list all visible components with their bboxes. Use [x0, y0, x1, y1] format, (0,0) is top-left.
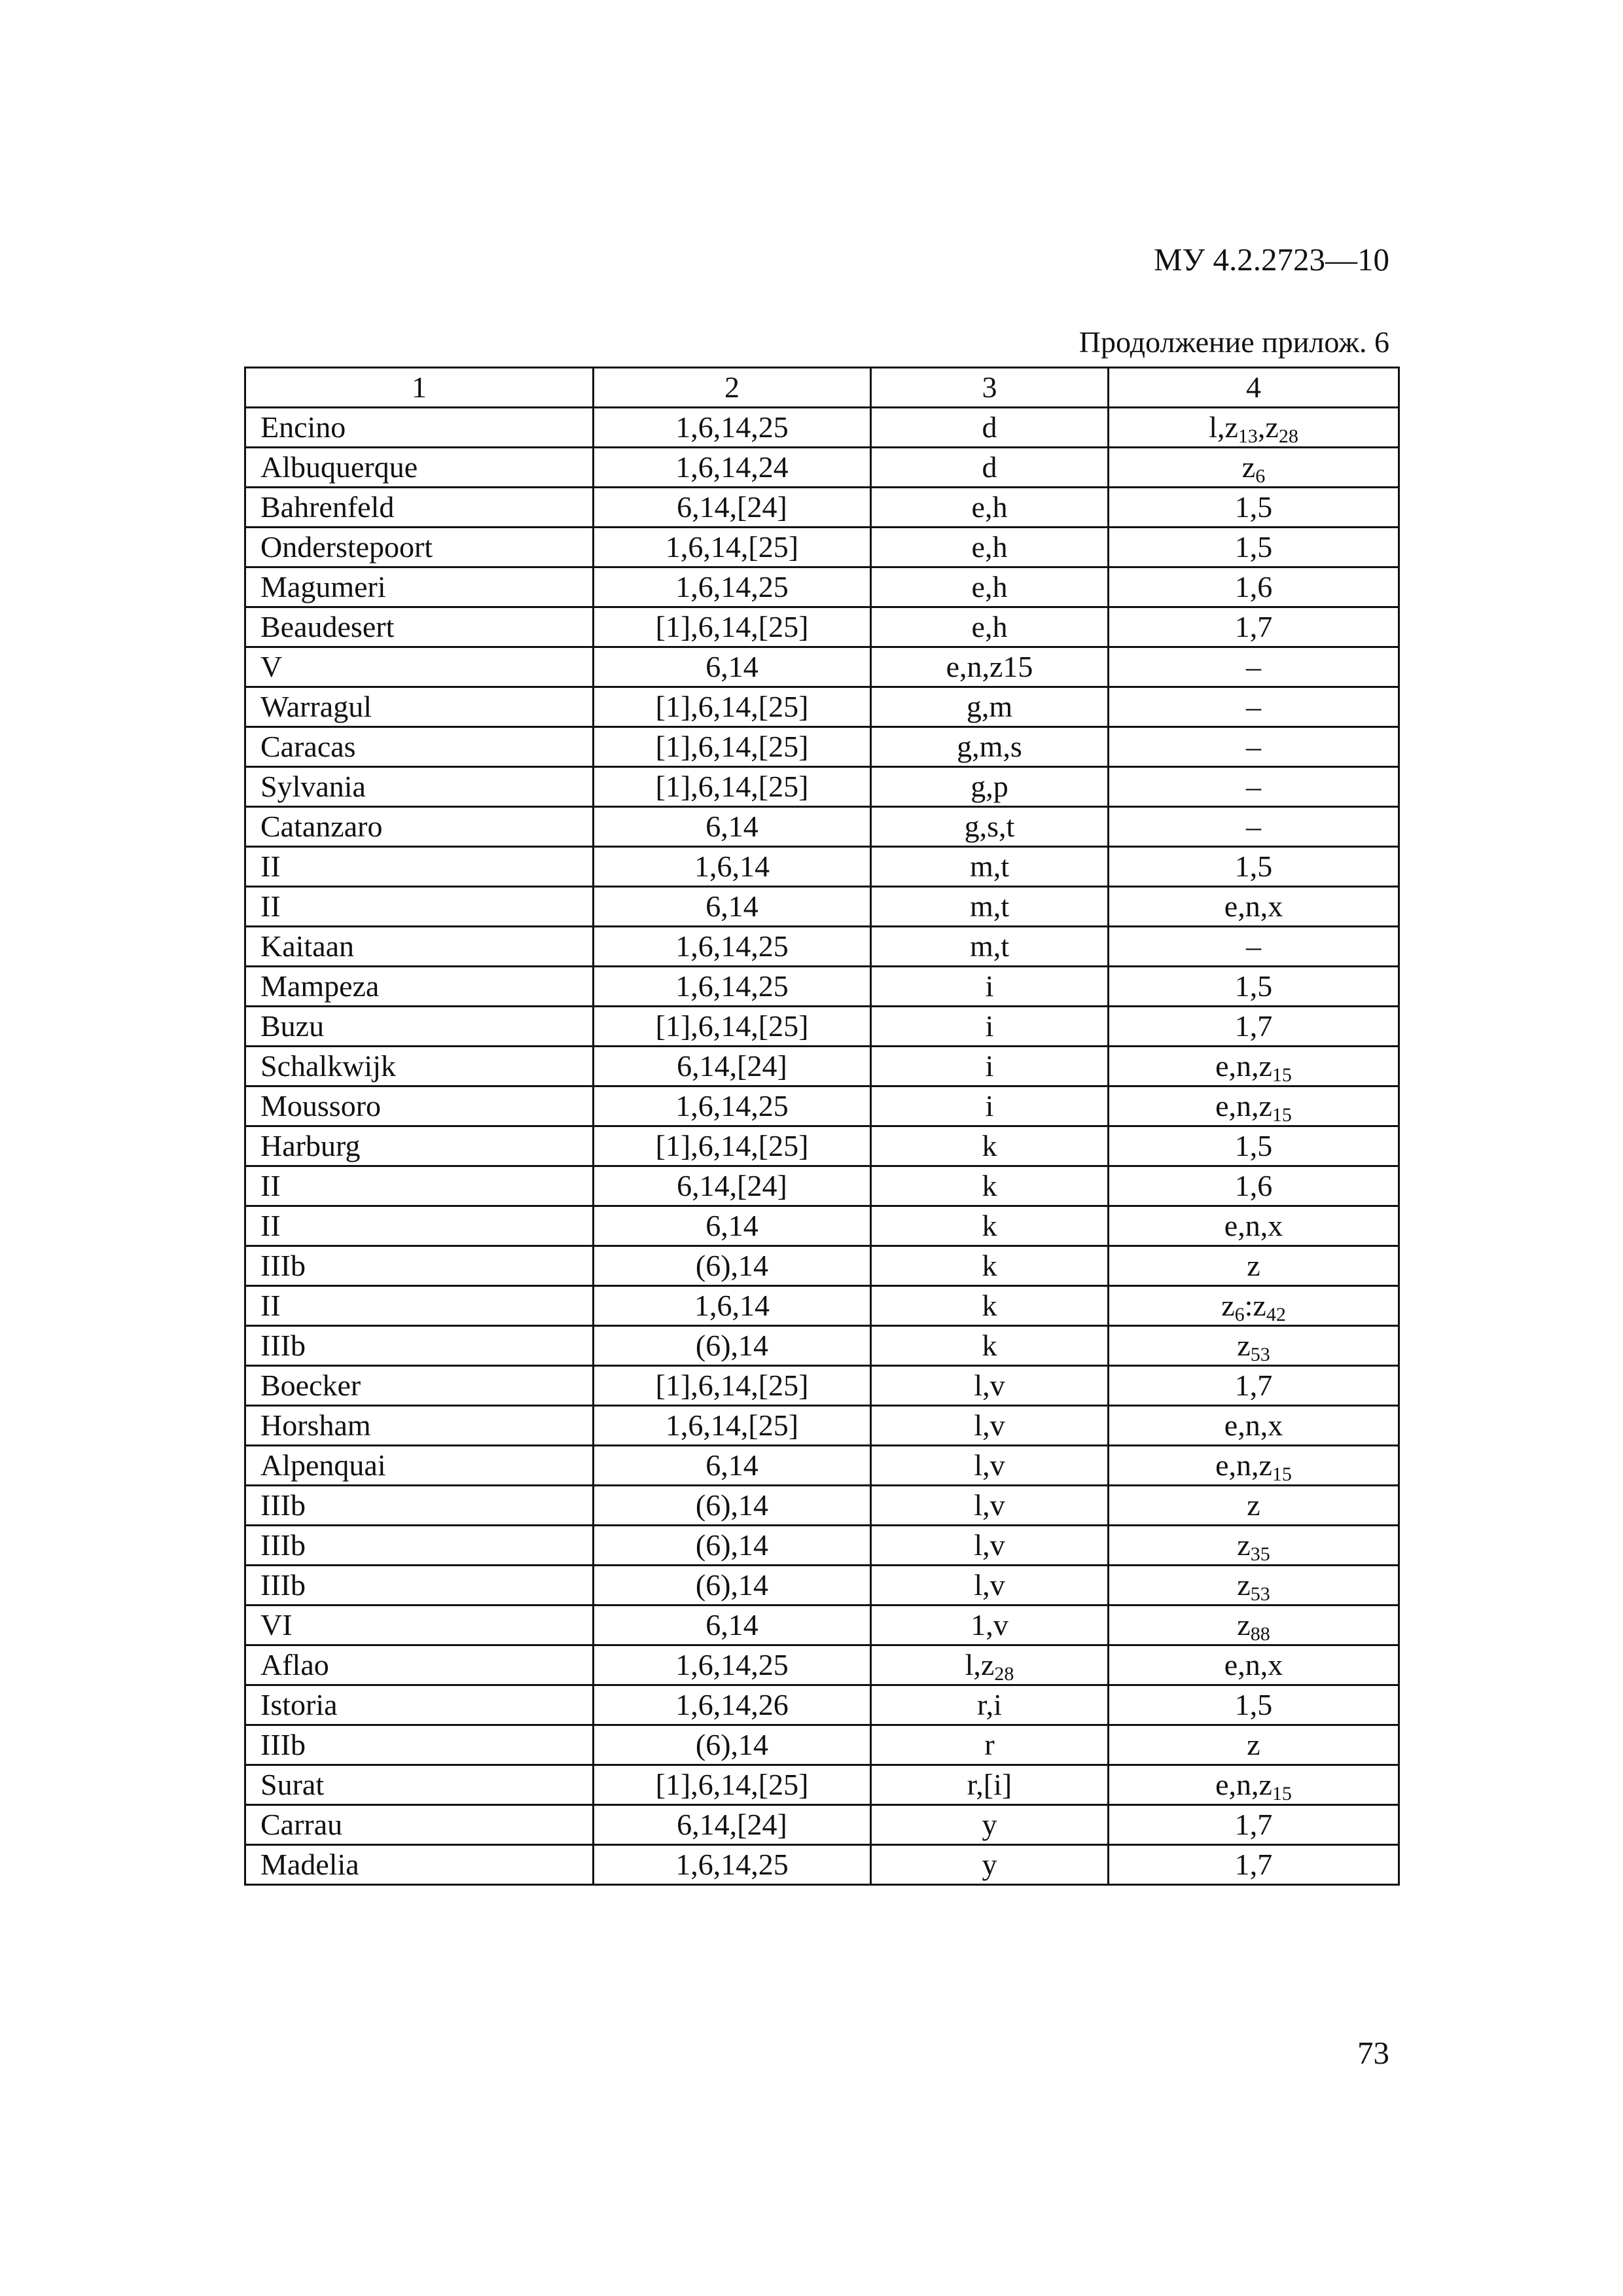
serotype-name-cell: Caracas — [245, 727, 594, 767]
table-row — [245, 488, 1399, 528]
h-antigen-phase1-cell: r — [871, 1725, 1109, 1765]
serotype-name-cell: Sylvania — [245, 767, 594, 807]
o-antigen-cell: [1],6,14,[25] — [594, 687, 871, 727]
h-antigen-phase1-cell: i — [871, 967, 1109, 1007]
serotype-name-cell: Alpenquai — [245, 1446, 594, 1486]
h-antigen-phase1-cell: r,i — [871, 1685, 1109, 1725]
o-antigen-cell: [1],6,14,[25] — [594, 767, 871, 807]
h-antigen-phase2-cell: $e,n,z_{15}$ — [1109, 1765, 1399, 1805]
serotype-name-cell: Mampeza — [245, 967, 594, 1007]
o-antigen-cell: 1,6,14,25 — [594, 1845, 871, 1885]
h-antigen-phase2-cell: $z_{35}$ — [1109, 1526, 1399, 1566]
h-antigen-phase2-cell: 1,5 — [1109, 847, 1399, 887]
serotype-name-cell: IIIb — [245, 1566, 594, 1605]
o-antigen-cell: (6),14 — [594, 1486, 871, 1526]
serotype-name-cell: II — [245, 847, 594, 887]
table-row — [245, 1166, 1399, 1206]
table-row — [245, 1685, 1399, 1725]
h-antigen-phase1-cell: g,s,t — [871, 807, 1109, 847]
h-antigen-phase1-cell: l,v — [871, 1406, 1109, 1446]
table-row — [245, 1126, 1399, 1166]
h-antigen-phase2-cell: 1,7 — [1109, 1805, 1399, 1845]
table-row — [245, 1605, 1399, 1645]
o-antigen-cell: 6,14,[24] — [594, 488, 871, 528]
h-antigen-phase1-cell: e,n,z15 — [871, 647, 1109, 687]
o-antigen-cell: [1],6,14,[25] — [594, 607, 871, 647]
h-antigen-phase2-cell: – — [1109, 727, 1399, 767]
h-antigen-phase1-cell: l,v — [871, 1566, 1109, 1605]
table-row — [245, 1446, 1399, 1486]
serotype-name-cell: Onderstepoort — [245, 528, 594, 567]
serotype-name-cell: IIIb — [245, 1486, 594, 1526]
h-antigen-phase2-cell: 1,7 — [1109, 1366, 1399, 1406]
serotype-name-cell: Istoria — [245, 1685, 594, 1725]
h-antigen-phase2-cell: 1,5 — [1109, 488, 1399, 528]
serotype-name-cell: Schalkwijk — [245, 1047, 594, 1086]
column-header-4: 4 — [1109, 368, 1399, 408]
h-antigen-phase2-cell: $e,n,z_{15}$ — [1109, 1047, 1399, 1086]
o-antigen-cell: 6,14 — [594, 807, 871, 847]
table-row — [245, 1645, 1399, 1685]
o-antigen-cell: [1],6,14,[25] — [594, 1126, 871, 1166]
h-antigen-phase2-cell: e,n,x — [1109, 1406, 1399, 1446]
h-antigen-phase1-cell: l,v — [871, 1526, 1109, 1566]
o-antigen-cell: (6),14 — [594, 1246, 871, 1286]
h-antigen-phase2-cell: – — [1109, 927, 1399, 967]
serotype-name-cell: Catanzaro — [245, 807, 594, 847]
h-antigen-phase2-cell: 1,7 — [1109, 607, 1399, 647]
h-antigen-phase2-cell: – — [1109, 767, 1399, 807]
table-row — [245, 1526, 1399, 1566]
serotype-table-body — [245, 368, 1399, 1885]
table-row — [245, 1765, 1399, 1805]
h-antigen-phase2-cell: z — [1109, 1725, 1399, 1765]
h-antigen-phase2-cell: $z_6:z_{42}$ — [1109, 1286, 1399, 1326]
o-antigen-cell: 6,14 — [594, 887, 871, 927]
table-row — [245, 1086, 1399, 1126]
o-antigen-cell: 1,6,14,25 — [594, 927, 871, 967]
h-antigen-phase1-cell: g,m,s — [871, 727, 1109, 767]
table-row — [245, 408, 1399, 448]
o-antigen-cell: 1,6,14,25 — [594, 1086, 871, 1126]
h-antigen-phase2-cell: e,n,x — [1109, 1645, 1399, 1685]
serotype-name-cell: Encino — [245, 408, 594, 448]
serotype-name-cell: Kaitaan — [245, 927, 594, 967]
o-antigen-cell: 6,14,[24] — [594, 1805, 871, 1845]
o-antigen-cell: 6,14,[24] — [594, 1047, 871, 1086]
table-row — [245, 967, 1399, 1007]
table-row — [245, 1845, 1399, 1885]
h-antigen-phase2-cell: – — [1109, 807, 1399, 847]
o-antigen-cell: 1,6,14,[25] — [594, 528, 871, 567]
serotype-name-cell: Beaudesert — [245, 607, 594, 647]
serotype-table — [244, 367, 1400, 1886]
serotype-name-cell: Aflao — [245, 1645, 594, 1685]
serotype-name-cell: II — [245, 1206, 594, 1246]
h-antigen-phase1-cell: e,h — [871, 488, 1109, 528]
o-antigen-cell: [1],6,14,[25] — [594, 1366, 871, 1406]
h-antigen-phase1-cell: m,t — [871, 887, 1109, 927]
table-row — [245, 647, 1399, 687]
h-antigen-phase1-cell: k — [871, 1246, 1109, 1286]
o-antigen-cell: [1],6,14,[25] — [594, 1765, 871, 1805]
o-antigen-cell: 6,14 — [594, 1446, 871, 1486]
table-row — [245, 1725, 1399, 1765]
h-antigen-phase2-cell: 1,6 — [1109, 1166, 1399, 1206]
serotype-name-cell: Harburg — [245, 1126, 594, 1166]
o-antigen-cell: 1,6,14,24 — [594, 448, 871, 488]
h-antigen-phase1-cell: 1,v — [871, 1605, 1109, 1645]
h-antigen-phase1-cell: k — [871, 1326, 1109, 1366]
table-row — [245, 1286, 1399, 1326]
h-antigen-phase2-cell: $e,n,z_{15}$ — [1109, 1446, 1399, 1486]
table-row — [245, 727, 1399, 767]
serotype-name-cell: Surat — [245, 1765, 594, 1805]
table-row — [245, 1246, 1399, 1286]
h-antigen-phase2-cell: $e,n,z_{15}$ — [1109, 1086, 1399, 1126]
serotype-name-cell: Albuquerque — [245, 448, 594, 488]
h-antigen-phase1-cell: i — [871, 1047, 1109, 1086]
h-antigen-phase1-cell: e,h — [871, 567, 1109, 607]
table-row — [245, 1047, 1399, 1086]
o-antigen-cell: [1],6,14,[25] — [594, 1007, 871, 1047]
o-antigen-cell: 1,6,14,[25] — [594, 1406, 871, 1446]
h-antigen-phase1-cell: k — [871, 1206, 1109, 1246]
h-antigen-phase1-cell: d — [871, 408, 1109, 448]
table-row — [245, 767, 1399, 807]
h-antigen-phase1-cell: e,h — [871, 607, 1109, 647]
o-antigen-cell: (6),14 — [594, 1526, 871, 1566]
h-antigen-phase2-cell: $z_{53}$ — [1109, 1326, 1399, 1366]
serotype-name-cell: Bahrenfeld — [245, 488, 594, 528]
continuation-note: Продолжение прилож. 6 — [1079, 325, 1389, 359]
serotype-name-cell: Warragul — [245, 687, 594, 727]
o-antigen-cell: 1,6,14,25 — [594, 967, 871, 1007]
h-antigen-phase1-cell: i — [871, 1007, 1109, 1047]
serotype-name-cell: IIIb — [245, 1526, 594, 1566]
h-antigen-phase2-cell: – — [1109, 687, 1399, 727]
h-antigen-phase2-cell: 1,5 — [1109, 967, 1399, 1007]
serotype-name-cell: V — [245, 647, 594, 687]
serotype-name-cell: IIIb — [245, 1246, 594, 1286]
serotype-name-cell: II — [245, 887, 594, 927]
h-antigen-phase1-cell: i — [871, 1086, 1109, 1126]
h-antigen-phase1-cell: l,v — [871, 1486, 1109, 1526]
o-antigen-cell: 6,14 — [594, 1206, 871, 1246]
o-antigen-cell: 1,6,14 — [594, 1286, 871, 1326]
h-antigen-phase2-cell: 1,6 — [1109, 567, 1399, 607]
column-header-3: 3 — [871, 368, 1109, 408]
serotype-name-cell: IIIb — [245, 1725, 594, 1765]
h-antigen-phase2-cell: – — [1109, 647, 1399, 687]
h-antigen-phase2-cell: e,n,x — [1109, 1206, 1399, 1246]
column-header-1: 1 — [245, 368, 594, 408]
h-antigen-phase1-cell: l,v — [871, 1446, 1109, 1486]
h-antigen-phase1-cell: r,[i] — [871, 1765, 1109, 1805]
h-antigen-phase2-cell: 1,5 — [1109, 1685, 1399, 1725]
o-antigen-cell: 6,14,[24] — [594, 1166, 871, 1206]
o-antigen-cell: 6,14 — [594, 647, 871, 687]
h-antigen-phase2-cell: z — [1109, 1246, 1399, 1286]
table-row — [245, 1486, 1399, 1526]
table-row — [245, 1007, 1399, 1047]
document-code: МУ 4.2.2723—10 — [1153, 242, 1389, 278]
h-antigen-phase1-cell: k — [871, 1166, 1109, 1206]
table-row — [245, 528, 1399, 567]
h-antigen-phase2-cell: $z_{88}$ — [1109, 1605, 1399, 1645]
table-row — [245, 887, 1399, 927]
h-antigen-phase2-cell: 1,7 — [1109, 1007, 1399, 1047]
h-antigen-phase1-cell: k — [871, 1126, 1109, 1166]
o-antigen-cell: (6),14 — [594, 1566, 871, 1605]
page-number: 73 — [1357, 2035, 1389, 2071]
h-antigen-phase2-cell: 1,5 — [1109, 1126, 1399, 1166]
serotype-name-cell: Magumeri — [245, 567, 594, 607]
table-header-row — [245, 368, 1399, 408]
h-antigen-phase2-cell: e,n,x — [1109, 887, 1399, 927]
serotype-name-cell: VI — [245, 1605, 594, 1645]
h-antigen-phase1-cell: m,t — [871, 847, 1109, 887]
o-antigen-cell: 1,6,14,25 — [594, 408, 871, 448]
h-antigen-phase2-cell: $l,z_{13},z_{28}$ — [1109, 408, 1399, 448]
o-antigen-cell: 6,14 — [594, 1605, 871, 1645]
h-antigen-phase2-cell: 1,7 — [1109, 1845, 1399, 1885]
o-antigen-cell: [1],6,14,[25] — [594, 727, 871, 767]
h-antigen-phase1-cell: k — [871, 1286, 1109, 1326]
serotype-name-cell: Madelia — [245, 1845, 594, 1885]
table-row — [245, 807, 1399, 847]
table-row — [245, 607, 1399, 647]
column-header-2: 2 — [594, 368, 871, 408]
table-row — [245, 448, 1399, 488]
table-row — [245, 847, 1399, 887]
table-row — [245, 1366, 1399, 1406]
h-antigen-phase2-cell: 1,5 — [1109, 528, 1399, 567]
serotype-name-cell: II — [245, 1286, 594, 1326]
o-antigen-cell: (6),14 — [594, 1326, 871, 1366]
table-row — [245, 1326, 1399, 1366]
h-antigen-phase1-cell: $l,z_{28}$ — [871, 1645, 1109, 1685]
h-antigen-phase2-cell: z — [1109, 1486, 1399, 1526]
table-row — [245, 687, 1399, 727]
h-antigen-phase2-cell: $z_6$ — [1109, 448, 1399, 488]
h-antigen-phase1-cell: g,p — [871, 767, 1109, 807]
serotype-name-cell: IIIb — [245, 1326, 594, 1366]
table-row — [245, 1406, 1399, 1446]
h-antigen-phase2-cell: $z_{53}$ — [1109, 1566, 1399, 1605]
h-antigen-phase1-cell: e,h — [871, 528, 1109, 567]
serotype-name-cell: Boecker — [245, 1366, 594, 1406]
o-antigen-cell: 1,6,14 — [594, 847, 871, 887]
h-antigen-phase1-cell: d — [871, 448, 1109, 488]
o-antigen-cell: (6),14 — [594, 1725, 871, 1765]
h-antigen-phase1-cell: y — [871, 1805, 1109, 1845]
table-row — [245, 1805, 1399, 1845]
o-antigen-cell: 1,6,14,25 — [594, 567, 871, 607]
table-row — [245, 567, 1399, 607]
serotype-name-cell: Moussoro — [245, 1086, 594, 1126]
o-antigen-cell: 1,6,14,26 — [594, 1685, 871, 1725]
serotype-name-cell: Buzu — [245, 1007, 594, 1047]
serotype-name-cell: Carrau — [245, 1805, 594, 1845]
serotype-name-cell: Horsham — [245, 1406, 594, 1446]
table-row — [245, 1206, 1399, 1246]
h-antigen-phase1-cell: m,t — [871, 927, 1109, 967]
o-antigen-cell: 1,6,14,25 — [594, 1645, 871, 1685]
h-antigen-phase1-cell: y — [871, 1845, 1109, 1885]
h-antigen-phase1-cell: l,v — [871, 1366, 1109, 1406]
h-antigen-phase1-cell: g,m — [871, 687, 1109, 727]
table-row — [245, 1566, 1399, 1605]
serotype-name-cell: II — [245, 1166, 594, 1206]
table-row — [245, 927, 1399, 967]
